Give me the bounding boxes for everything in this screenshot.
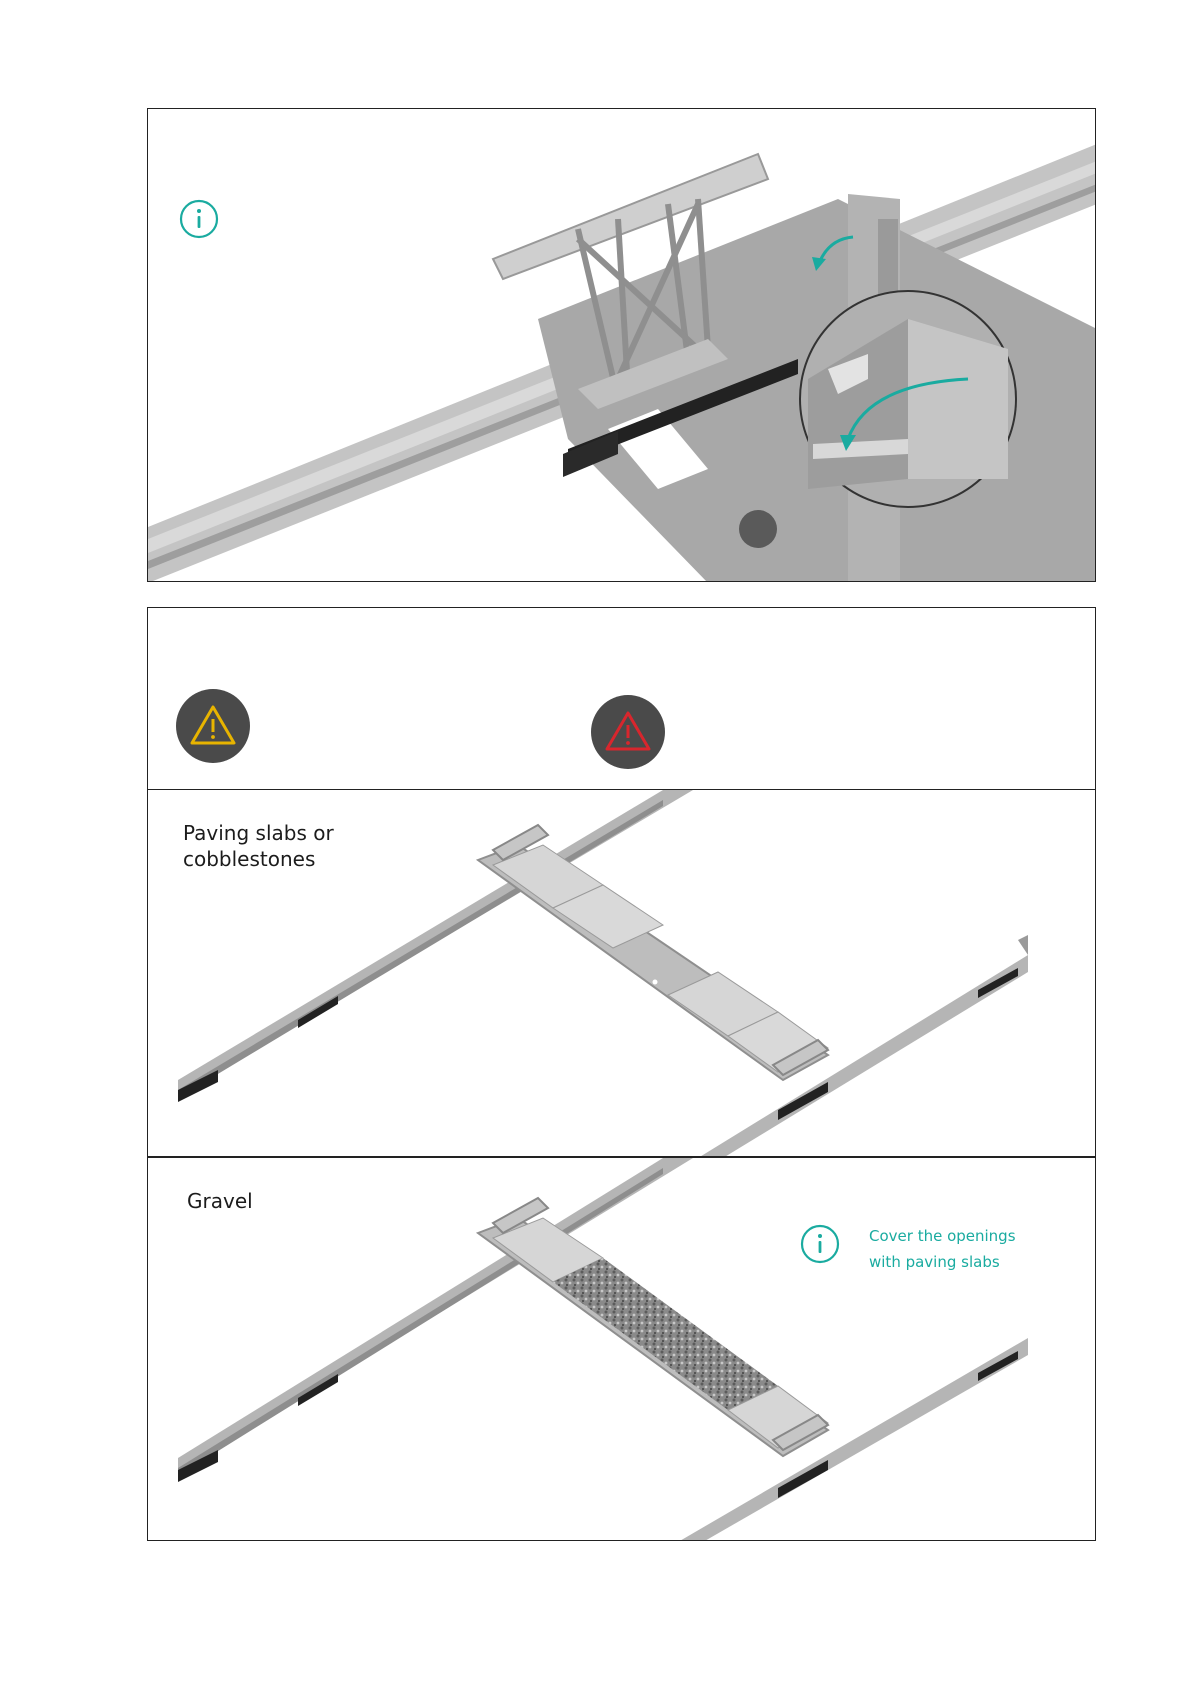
danger-triangle-icon	[591, 695, 665, 769]
info-icon	[800, 1224, 840, 1264]
rail-detail-figure	[148, 109, 1096, 582]
caution-triangle-icon	[176, 689, 250, 763]
gravel-section-panel	[147, 1157, 1096, 1541]
info-icon	[179, 199, 219, 239]
gravel-section-title: Gravel	[187, 1189, 253, 1213]
paving-section-title: Paving slabs or cobblestones	[183, 821, 334, 871]
paving-section-panel	[147, 789, 1096, 1157]
warnings-panel	[147, 607, 1096, 790]
gravel-cover-note: Cover the openings with paving slabs	[869, 1227, 1016, 1271]
rail-detail-panel	[147, 108, 1096, 582]
gravel-assembly-figure	[148, 1158, 1096, 1541]
detail-inset	[800, 291, 1016, 507]
